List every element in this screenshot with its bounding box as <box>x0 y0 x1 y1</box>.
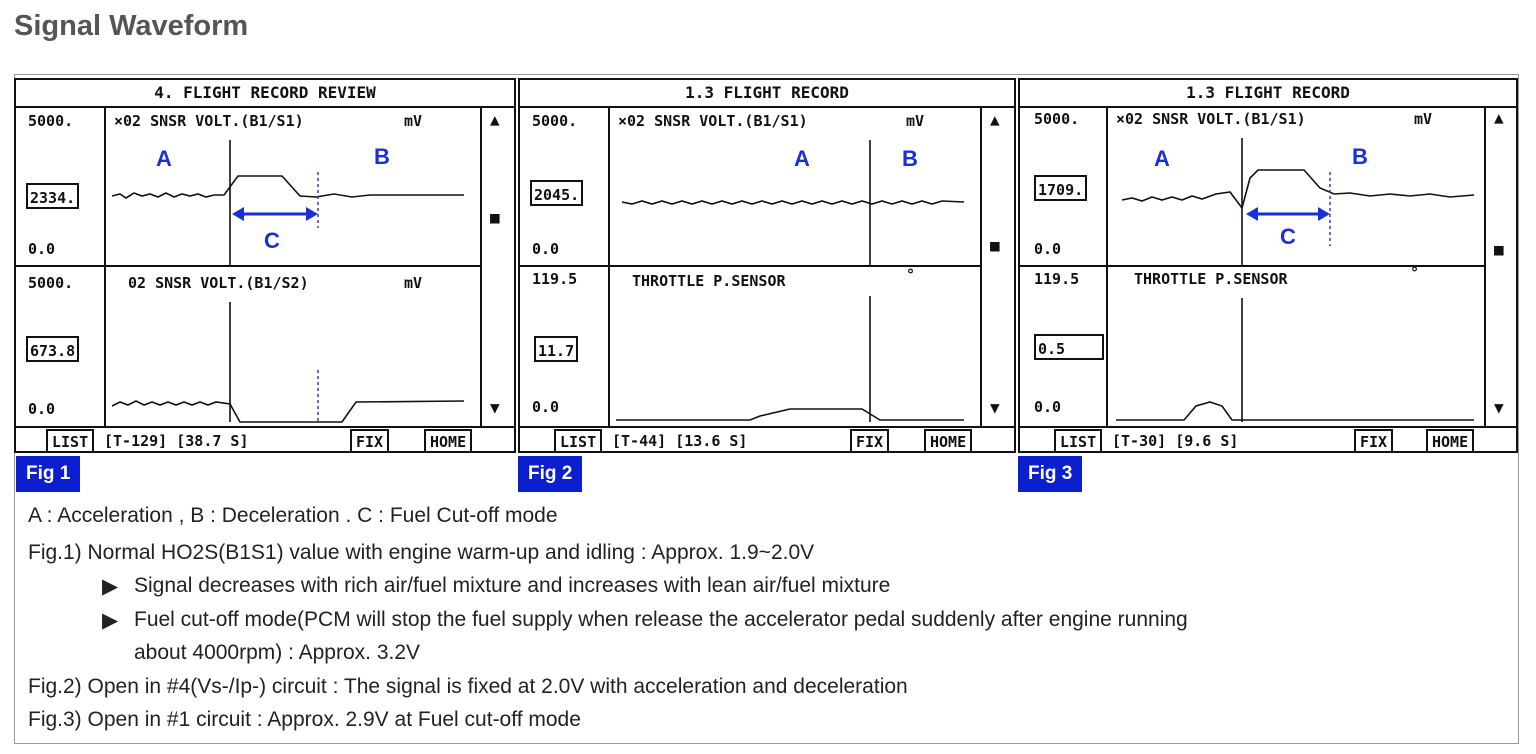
fig-3-label: Fig 3 <box>1018 456 1082 492</box>
waveform-plot <box>1020 80 1516 451</box>
arrow-right-head <box>306 207 318 221</box>
waveform-plot <box>520 80 1014 451</box>
annotation-a: A <box>1154 146 1170 171</box>
ch2-min: 0.0 <box>28 400 56 418</box>
ch1-waveform <box>1122 170 1474 208</box>
ch2-unit: mV <box>404 274 423 292</box>
arrow-right-head <box>1318 207 1330 221</box>
fig-1-label: Fig 1 <box>16 456 80 492</box>
bullet-note-2-cont: about 4000rpm) : Approx. 3.2V <box>134 641 421 664</box>
scanner-panel-2 <box>518 78 1016 453</box>
list-button[interactable]: LIST <box>554 429 602 453</box>
bullet-note-1: Signal decreases with rich air/fuel mixture and increases with lean air/fuel mixture <box>134 574 891 597</box>
ch1-label: ×02 SNSR VOLT.(B1/S1) <box>1116 110 1306 128</box>
page-title: Signal Waveform <box>14 10 249 42</box>
ch2-unit: ° <box>1410 264 1420 282</box>
fig2-note: Fig.2) Open in #4(Vs-/Ip-) circuit : The signal is fixed at 2.0V with acceleration and deceleration <box>28 675 908 698</box>
scroll-up-icon[interactable]: ▲ <box>490 110 500 129</box>
arrow-left-head <box>1246 207 1258 221</box>
arrow-left-head <box>232 207 244 221</box>
panel-title: 1.3 FLIGHT RECORD <box>1020 80 1516 108</box>
annotation-a: A <box>794 146 810 171</box>
ch2-max: 119.5 <box>532 270 578 288</box>
ch1-label: ×02 SNSR VOLT.(B1/S1) <box>618 112 808 130</box>
fix-button[interactable]: FIX <box>350 429 389 453</box>
ch1-max: 5000. <box>1034 110 1080 128</box>
ch1-min: 0.0 <box>532 240 560 258</box>
record-status: [T-44] [13.6 S] <box>612 432 748 450</box>
fix-button[interactable]: FIX <box>850 429 889 453</box>
ch1-unit: mV <box>906 112 925 130</box>
record-status: [T-30] [9.6 S] <box>1112 432 1239 450</box>
ch2-waveform <box>112 401 464 422</box>
ch2-label: 02 SNSR VOLT.(B1/S2) <box>128 274 309 292</box>
annotation-a: A <box>156 146 172 171</box>
ch1-label: ×02 SNSR VOLT.(B1/S1) <box>114 112 304 130</box>
annotation-c: C <box>264 228 280 253</box>
ch1-unit: mV <box>404 112 423 130</box>
legend-note: A : Acceleration , B : Deceleration . C : Fuel Cut-off mode <box>28 504 558 527</box>
home-button[interactable]: HOME <box>1426 429 1474 453</box>
list-button[interactable]: LIST <box>1054 429 1102 453</box>
scroll-thumb-icon[interactable]: ■ <box>490 208 500 227</box>
ch1-waveform <box>622 201 964 204</box>
ch2-waveform <box>1116 402 1474 420</box>
ch2-value: 11.7 <box>534 336 578 362</box>
panel-title: 1.3 FLIGHT RECORD <box>520 80 1014 108</box>
ch2-min: 0.0 <box>532 398 560 416</box>
scroll-thumb-icon[interactable]: ■ <box>1494 240 1504 259</box>
ch1-min: 0.0 <box>28 240 56 258</box>
scroll-down-icon[interactable]: ▼ <box>990 398 1000 417</box>
annotation-b: B <box>902 146 918 171</box>
ch1-max: 5000. <box>28 112 74 130</box>
ch2-label: THROTTLE P.SENSOR <box>1134 270 1288 288</box>
panel-title: 4. FLIGHT RECORD REVIEW <box>16 80 514 108</box>
waveform-plot <box>16 80 514 451</box>
fig3-note: Fig.3) Open in #1 circuit : Approx. 2.9V at Fuel cut-off mode <box>28 708 581 731</box>
ch1-waveform <box>112 176 464 198</box>
scroll-thumb-icon[interactable]: ■ <box>990 236 1000 255</box>
ch1-value: 1709. <box>1034 175 1087 201</box>
ch2-label: THROTTLE P.SENSOR <box>632 272 786 290</box>
record-status: [T-129] [38.7 S] <box>104 432 249 450</box>
scroll-up-icon[interactable]: ▲ <box>1494 108 1504 127</box>
fix-button[interactable]: FIX <box>1354 429 1393 453</box>
scroll-up-icon[interactable]: ▲ <box>990 110 1000 129</box>
ch1-max: 5000. <box>532 112 578 130</box>
ch1-value: 2334. <box>26 183 79 209</box>
bullet-icon: ▶ <box>102 575 119 598</box>
ch2-unit: ° <box>906 266 916 284</box>
fig1-note: Fig.1) Normal HO2S(B1S1) value with engine warm-up and idling : Approx. 1.9~2.0V <box>28 541 815 564</box>
ch1-value: 2045. <box>530 180 583 206</box>
ch2-value: 673.8 <box>26 336 79 362</box>
bullet-note-2: Fuel cut-off mode(PCM will stop the fuel supply when release the accelerator pedal suddenly after engine running <box>134 608 1188 631</box>
annotation-c: C <box>1280 224 1296 249</box>
scroll-down-icon[interactable]: ▼ <box>1494 398 1504 417</box>
ch1-unit: mV <box>1414 110 1433 128</box>
list-button[interactable]: LIST <box>46 429 94 453</box>
home-button[interactable]: HOME <box>924 429 972 453</box>
scanner-panel-3 <box>1018 78 1518 453</box>
ch1-min: 0.0 <box>1034 240 1062 258</box>
annotation-b: B <box>374 144 390 169</box>
ch2-value: 0.5 <box>1034 334 1104 360</box>
scanner-panel-1 <box>14 78 516 453</box>
ch2-waveform <box>616 409 964 420</box>
fig-2-label: Fig 2 <box>518 456 582 492</box>
annotation-b: B <box>1352 144 1368 169</box>
ch2-max: 5000. <box>28 274 74 292</box>
bullet-icon: ▶ <box>102 609 119 632</box>
ch2-max: 119.5 <box>1034 270 1080 288</box>
scroll-down-icon[interactable]: ▼ <box>490 398 500 417</box>
home-button[interactable]: HOME <box>424 429 472 453</box>
ch2-min: 0.0 <box>1034 398 1062 416</box>
